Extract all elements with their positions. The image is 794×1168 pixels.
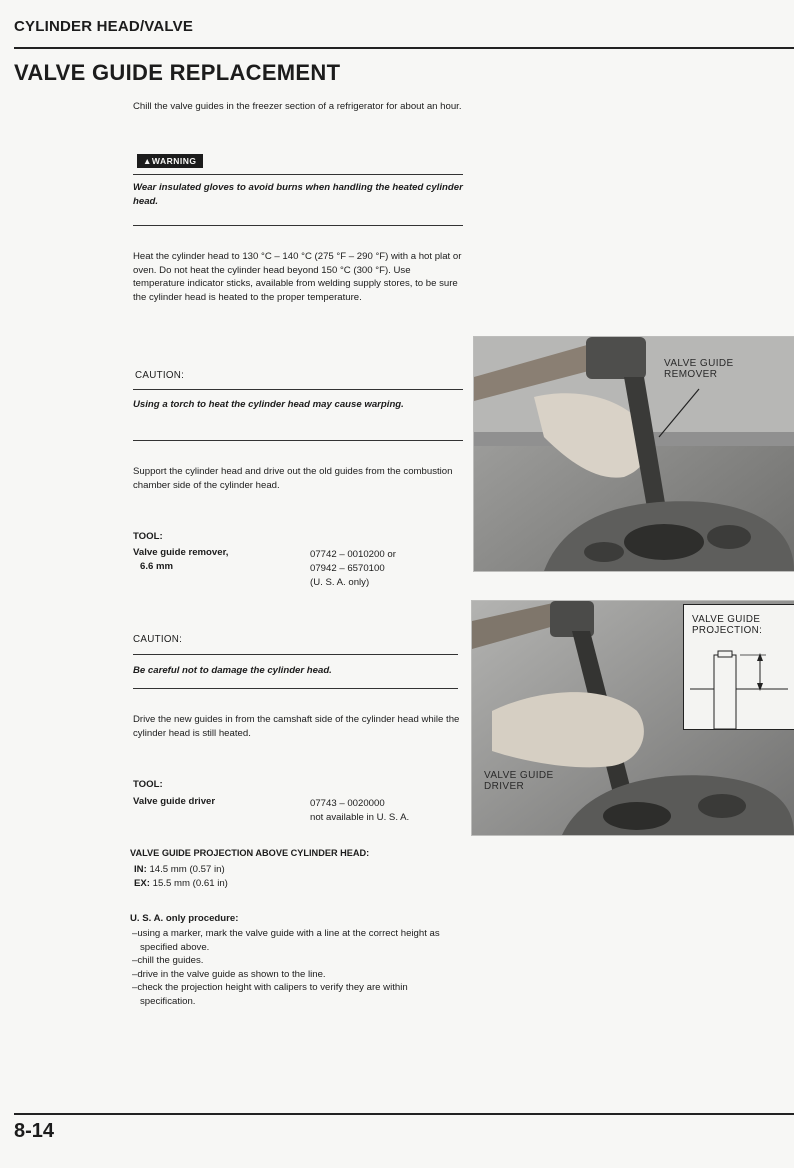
heat-paragraph: Heat the cylinder head to 130 °C – 140 °C (275 °F – 290 °F) with a hot plat or oven. Do not heat the cylinder head beyond 150 °C (300 °F). Use temperature indicator sticks, available from welding supply stores, to be sure the cylinder head is heated to the proper temperature. — [133, 251, 462, 303]
tool-name-size: 6.6 mm — [140, 561, 174, 572]
tool-availability: not available in U. S. A. — [310, 812, 410, 823]
usa-procedure-heading: U. S. A. only procedure: — [130, 913, 239, 924]
projection-in — [134, 863, 225, 877]
caution-text: Be careful not to damage the cylinder head. — [133, 665, 332, 676]
procedure-step: –drive in the valve guide as shown to the line. — [132, 968, 326, 980]
section-header: CYLINDER HEAD/VALVE — [14, 18, 194, 35]
projection-heading: VALVE GUIDE PROJECTION ABOVE CYLINDER HEAD: — [130, 848, 370, 858]
inset-label-line: PROJECTION: — [692, 624, 763, 636]
projection-inset — [683, 604, 794, 730]
warning-bottom-rule — [133, 225, 463, 226]
caution-top-rule — [133, 654, 458, 655]
tool-number-note: (U. S. A. only) — [310, 577, 370, 588]
valve-guide-remover-photo — [473, 336, 794, 572]
usa-procedure-list — [130, 927, 460, 1009]
projection-inset-label — [692, 615, 788, 637]
caution-bottom-rule — [133, 688, 458, 689]
projection-ex-value: 15.5 mm (0.61 in) — [152, 878, 228, 889]
page-number: 8-14 — [14, 1120, 55, 1142]
warning-top-rule — [133, 174, 463, 175]
remover-label — [664, 359, 734, 380]
drive-paragraph: Drive the new guides in from the camshaft side of the cylinder head while the cylinder head is still heated. — [133, 714, 460, 739]
tool-number: 07743 – 0020000 — [310, 798, 385, 809]
support-paragraph: Support the cylinder head and drive out the old guides from the combustion chamber side of the cylinder head. — [133, 466, 453, 491]
page-title: VALVE GUIDE REPLACEMENT — [14, 60, 341, 85]
caution-top-rule — [133, 389, 463, 390]
warning-text: Wear insulated gloves to avoid burns when handling the heated cylinder head. — [133, 182, 463, 207]
tool-label: TOOL: — [133, 779, 163, 790]
driver-label-line: VALVE GUIDE — [484, 770, 554, 781]
projection-ex — [134, 877, 228, 891]
header-rule — [14, 47, 794, 49]
caution-label: CAUTION: — [133, 634, 183, 645]
driver-label-line: DRIVER — [484, 780, 525, 792]
tool-name: Valve guide remover, — [133, 547, 229, 558]
driver-label — [484, 771, 554, 792]
tool-number: 07942 – 6570100 — [310, 563, 385, 574]
warning-badge: ▲WARNING — [137, 154, 203, 168]
caution-text: Using a torch to heat the cylinder head may cause warping. — [133, 399, 404, 410]
projection-in-value: 14.5 mm (0.57 in) — [149, 864, 225, 875]
procedure-step: –check the projection height with calipers to verify they are within specification. — [132, 982, 408, 1008]
tool-name: Valve guide driver — [133, 796, 216, 807]
intro-paragraph — [133, 100, 463, 114]
tool-label: TOOL: — [133, 531, 163, 542]
projection-in-label: IN: — [134, 864, 147, 875]
remover-label-line: VALVE GUIDE — [664, 358, 734, 369]
projection-ex-label: EX: — [134, 878, 150, 889]
tool-number: 07742 – 0010200 or — [310, 549, 396, 560]
intro-text: Chill the valve guides in the freezer section of a refrigerator for about an hour. — [133, 101, 462, 112]
remover-label-line: REMOVER — [664, 368, 718, 380]
procedure-step: –chill the guides. — [132, 955, 204, 967]
procedure-step: –using a marker, mark the valve guide with a line at the correct height as specified above. — [132, 928, 440, 953]
footer-rule — [14, 1113, 794, 1115]
caution-bottom-rule — [133, 440, 463, 441]
caution-label: CAUTION: — [135, 370, 185, 381]
projection-diagram — [684, 643, 794, 729]
inset-label-line: VALVE GUIDE — [692, 614, 761, 625]
remover-photo-illustration — [474, 337, 794, 571]
